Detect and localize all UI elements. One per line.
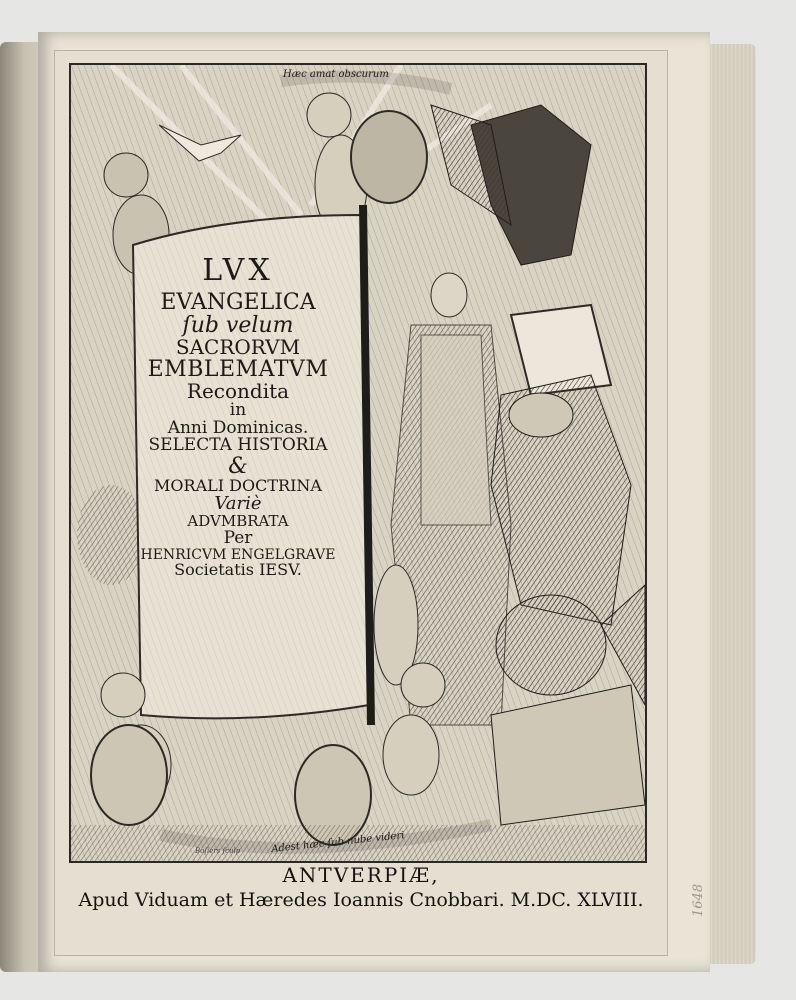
title-line: SACRORVM <box>175 334 301 359</box>
title-line: Recondita <box>186 378 290 403</box>
title-line: LVX <box>202 253 274 288</box>
title-line: Anni Dominicas. <box>167 417 309 438</box>
title-line: Variè <box>214 493 262 515</box>
title-line: Per <box>223 527 253 548</box>
engraved-frontispiece <box>69 63 647 863</box>
title-line: ſub velum <box>182 312 294 338</box>
title-line: EVANGELICA <box>160 289 316 315</box>
pencil-annotation: 1648 <box>691 883 706 917</box>
title-line: in <box>229 399 247 420</box>
engraved-plate <box>54 50 706 956</box>
title-line: ADVMBRATA <box>187 512 289 531</box>
title-line: EMBLEMATVM <box>147 356 329 382</box>
banderole-top-text: Hæc amat obscurum <box>283 69 389 80</box>
title-line: HENRICVM ENGELGRAVE <box>140 546 336 563</box>
title-line: & <box>228 454 248 480</box>
title-page <box>38 32 710 972</box>
imprint <box>55 863 667 911</box>
imprint-publisher: Apud Viduam et Hæredes Ioannis Cnobbari. M.DC. XLVIII. <box>78 889 644 911</box>
banderole-bottom-text: Adest hæc ſub nube videri <box>270 830 405 855</box>
book <box>0 24 756 972</box>
title-line: Societatis IESV. <box>174 560 302 580</box>
title-block <box>133 255 343 579</box>
engraver-signature: Boſiers ſculp <box>195 847 241 855</box>
title-line: MORALI DOCTRINA <box>154 476 322 496</box>
dove-medallion <box>91 725 167 825</box>
imprint-city: ANTVERPIÆ, <box>282 863 440 887</box>
title-line: SELECTA HISTORIA <box>148 435 328 456</box>
